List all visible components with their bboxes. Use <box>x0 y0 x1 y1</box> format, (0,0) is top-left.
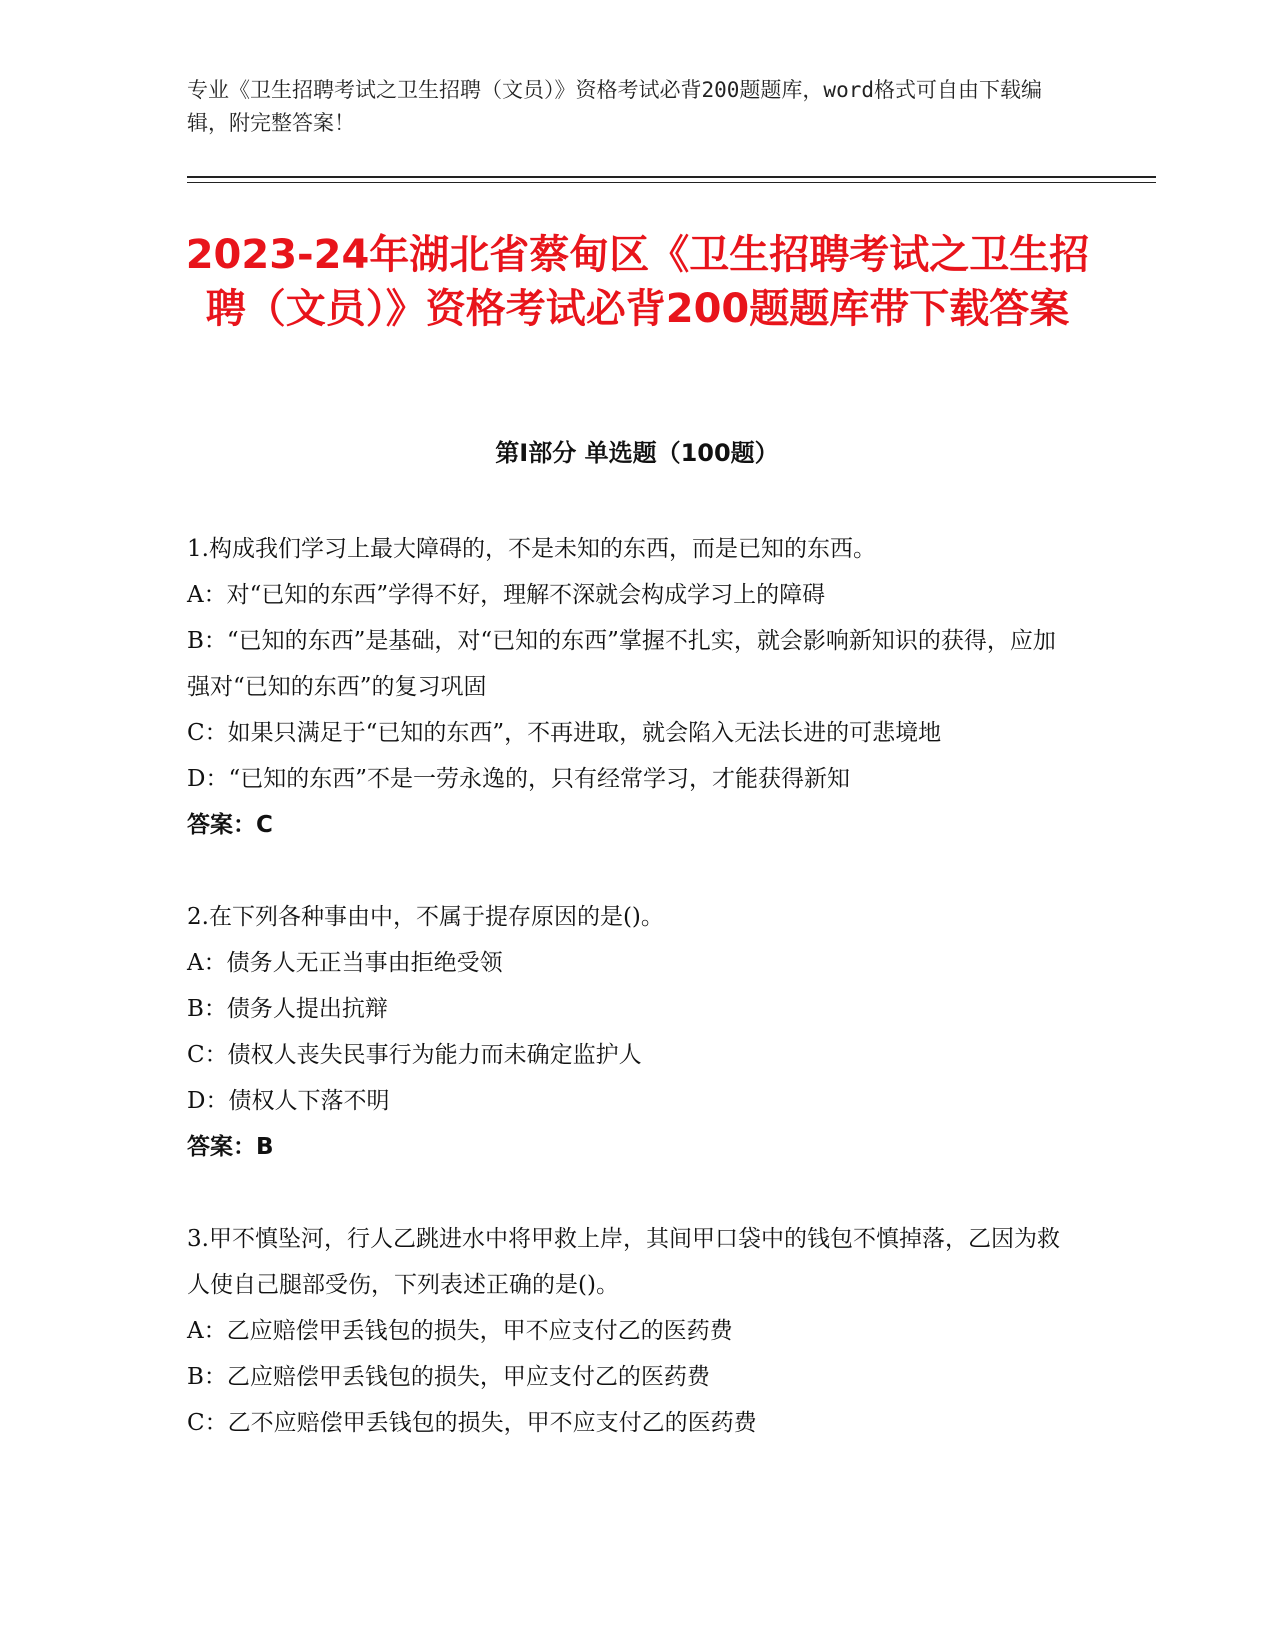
option-b: B：“已知的东西”是基础，对“已知的东西”掌握不扎实，就会影响新知识的获得，应加强对“已知的东西”的复习巩固 <box>187 628 1056 700</box>
question-1 <box>187 526 1077 848</box>
option-a: A：对“已知的东西”学得不好，理解不深就会构成学习上的障碍 <box>187 582 826 608</box>
option-d: D：“已知的东西”不是一劳永逸的，只有经常学习，才能获得新知 <box>187 766 850 792</box>
option-a: A：债务人无正当事由拒绝受领 <box>187 950 503 976</box>
document-title: 2023-24年湖北省蔡甸区《卫生招聘考试之卫生招聘（文员）》资格考试必背200题题库带下载答案 <box>185 232 1090 332</box>
option-c: C：如果只满足于“已知的东西”，不再进取，就会陷入无法长进的可悲境地 <box>187 720 942 746</box>
option-d: D：债权人下落不明 <box>187 1088 390 1114</box>
option-b: B：乙应赔偿甲丢钱包的损失，甲应支付乙的医药费 <box>187 1364 710 1390</box>
option-b: B：债务人提出抗辩 <box>187 996 388 1022</box>
answer: 答案：B <box>187 1134 274 1160</box>
question-stem: 3.甲不慎坠河，行人乙跳进水中将甲救上岸，其间甲口袋中的钱包不慎掉落，乙因为救人使自己腿部受伤，下列表述正确的是()。 <box>187 1226 1060 1298</box>
answer: 答案：C <box>187 812 273 838</box>
question-list <box>187 526 1077 1492</box>
question-stem: 1.构成我们学习上最大障碍的，不是未知的东西，而是已知的东西。 <box>187 536 876 562</box>
question-2 <box>187 894 1077 1170</box>
header-note: 专业《卫生招聘考试之卫生招聘（文员）》资格考试必背200题题库，word格式可自由下载编辑，附完整答案！ <box>187 78 1042 135</box>
header-rule-thin <box>187 182 1156 183</box>
option-c: C：债权人丧失民事行为能力而未确定监护人 <box>187 1042 642 1068</box>
section-heading: 第Ⅰ部分 单选题（100题） <box>495 439 779 467</box>
header-rule-thick <box>187 176 1156 178</box>
option-a: A：乙应赔偿甲丢钱包的损失，甲不应支付乙的医药费 <box>187 1318 733 1344</box>
question-stem: 2.在下列各种事由中，不属于提存原因的是()。 <box>187 904 664 930</box>
option-c: C：乙不应赔偿甲丢钱包的损失，甲不应支付乙的医药费 <box>187 1410 757 1436</box>
question-3 <box>187 1216 1077 1446</box>
